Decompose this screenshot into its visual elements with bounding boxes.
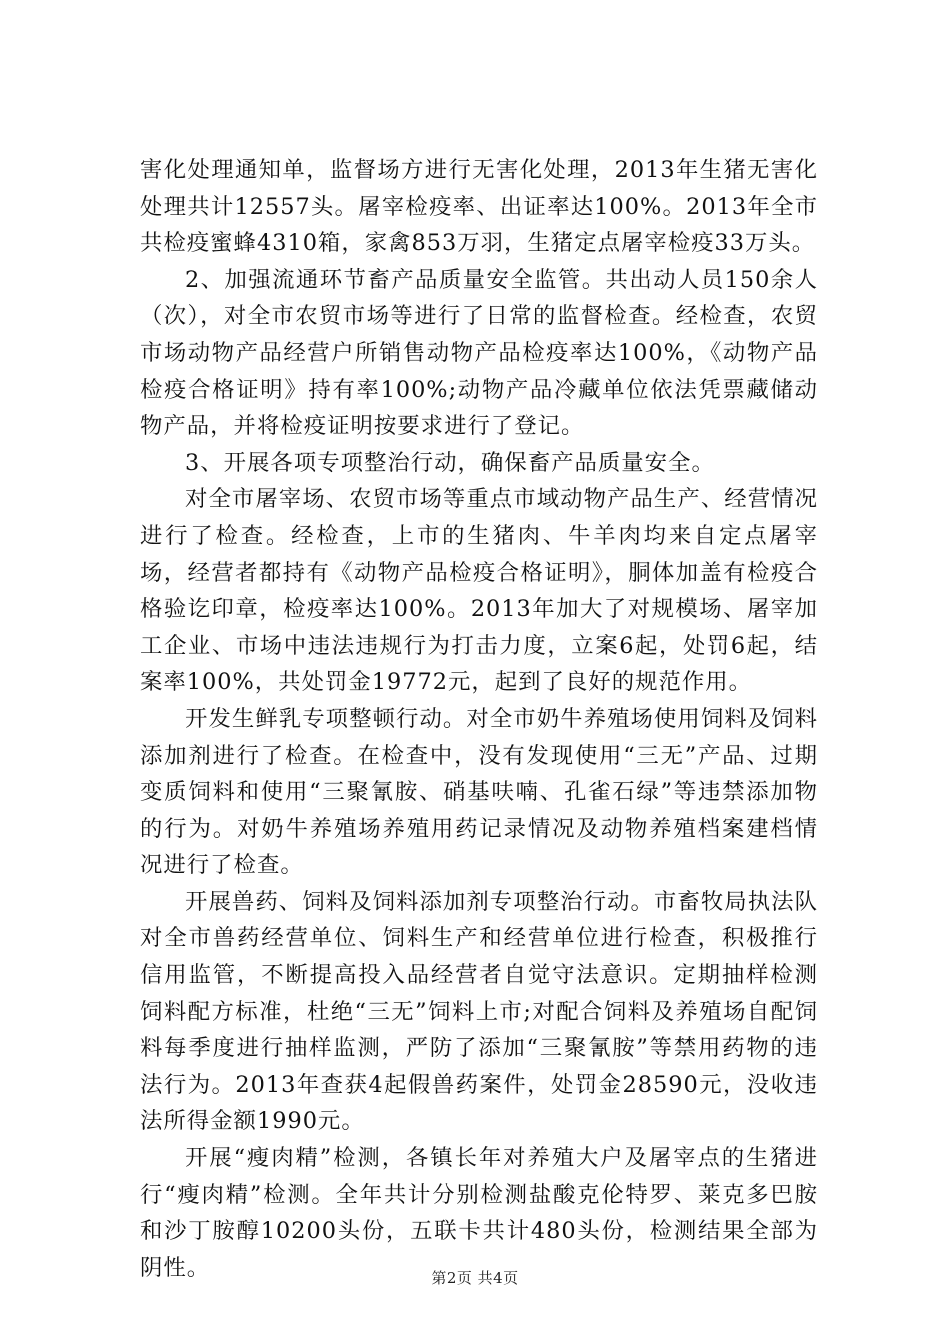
paragraph-6: 开展兽药、饲料及饲料添加剂专项整治行动。市畜牧局执法队对全市兽药经营单位、饲料生产和经营单位进行检查，积极推行信用监管，不断提高投入品经营者自觉守法意识。定期抽样检测饲料配方标准，杜绝“三无”饲料上市;对配合饲料及养殖场自配饲料每季度进行抽样监测，严防了添加“三聚氰胺”等禁用药物的违法行为。2013年查获4起假兽药案件，处罚金28590元，没收违法所得金额1990元。 (140, 888, 818, 1135)
paragraph-7: 开展“瘦肉精”检测，各镇长年对养殖大户及屠宰点的生猪进行“瘦肉精”检测。全年共计分别检测盐酸克伦特罗、莱克多巴胺和沙丁胺醇10200头份，五联卡共计480头份，检测结果全部为阴性。 (140, 1145, 818, 1281)
paragraph-1: 害化处理通知单，监督场方进行无害化处理，2013年生猪无害化处理共计12557头。屠宰检疫率、出证率达100%。2013年全市共检疫蜜蜂4310箱，家禽853万羽，生猪定点屠宰检疫33万头。 (140, 157, 818, 257)
page-footer: 第2页 共4页 (431, 1269, 519, 1287)
paragraph-3: 3、开展各项专项整治行动，确保畜产品质量安全。 (185, 449, 715, 476)
paragraph-4: 对全市屠宰场、农贸市场等重点市域动物产品生产、经营情况进行了检查。经检查，上市的生猪肉、牛羊肉均来自定点屠宰场，经营者都持有《动物产品检疫合格证明》，胴体加盖有检疫合格验讫印章，检疫率达100%。2013年加大了对规模场、屠宰加工企业、市场中违法违规行为打击力度，立案6起，处罚6起，结案率100%，共处罚金19772元，起到了良好的规范作用。 (140, 486, 818, 696)
paragraph-2: 2、加强流通环节畜产品质量安全监管。共出动人员150余人（次），对全市农贸市场等进行了日常的监督检查。经检查，农贸市场动物产品经营户所销售动物产品检疫率达100%，《动物产品检疫合格证明》持有率100%;动物产品冷藏单位依法凭票藏储动物产品，并将检疫证明按要求进行了登记。 (140, 266, 818, 440)
paragraph-5: 开发生鲜乳专项整顿行动。对全市奶牛养殖场使用饲料及饲料添加剂进行了检查。在检查中，没有发现使用“三无”产品、过期变质饲料和使用“三聚氰胺、硝基呋喃、孔雀石绿”等违禁添加物的行为。对奶牛养殖场养殖用药记录情况及动物养殖档案建档情况进行了检查。 (140, 705, 818, 879)
document-body (140, 152, 818, 1286)
